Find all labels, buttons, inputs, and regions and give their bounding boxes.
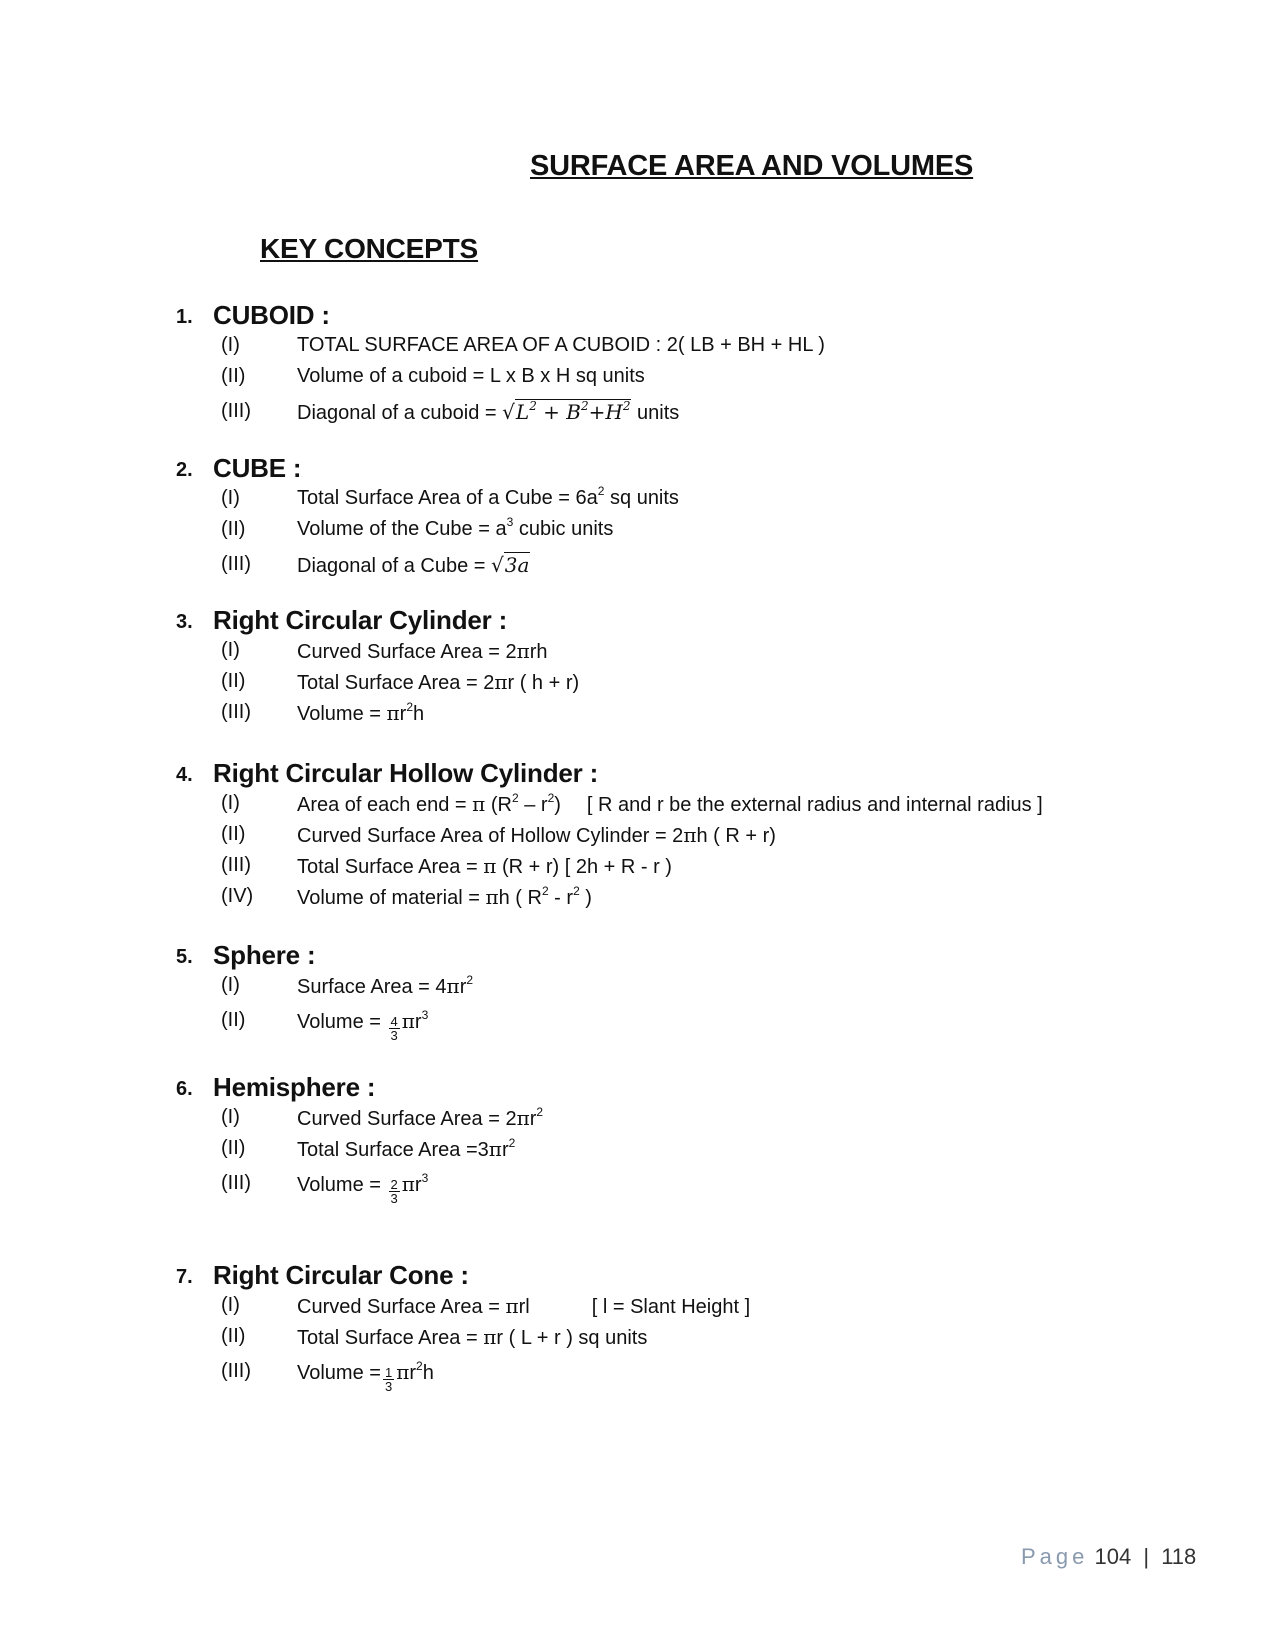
formula-segment: Curved Surface Area = 2	[297, 1108, 517, 1130]
formula-item	[0, 974, 1275, 1005]
exponent: 3	[421, 1008, 429, 1022]
exponent: 2	[508, 1136, 516, 1150]
exponent: 2	[406, 700, 414, 714]
formula-item	[0, 792, 1275, 823]
item-numeral: (I)	[221, 1294, 240, 1316]
formula-segment: )	[579, 887, 592, 909]
formula-text	[297, 365, 645, 388]
section-heading	[0, 1260, 1275, 1294]
page-separator: |	[1143, 1544, 1150, 1569]
pi-symbol: π	[401, 1009, 415, 1033]
section-title: CUBOID :	[213, 300, 330, 330]
section-title: Sphere :	[213, 940, 316, 970]
math-segment: + B	[536, 400, 581, 424]
formula-segment: Total Surface Area = 2	[297, 672, 495, 694]
formula-segment: TOTAL SURFACE AREA OF A CUBOID : 2( LB + BH + HL )	[297, 334, 825, 356]
item-numeral: (II)	[221, 1137, 246, 1159]
pi-symbol: π	[446, 974, 460, 998]
page-total: 118	[1161, 1544, 1197, 1569]
formula-segment: h	[422, 1362, 434, 1384]
formula-text	[297, 1137, 515, 1162]
exponent: 3	[506, 515, 514, 529]
pi-symbol: π	[683, 823, 697, 847]
formula-segment: Curved Surface Area = 2	[297, 641, 517, 663]
formula-item	[0, 854, 1275, 885]
formula-segment: units	[631, 402, 680, 424]
item-numeral: (IV)	[221, 885, 254, 907]
formula-item	[0, 396, 1275, 432]
concept-section	[0, 300, 1275, 432]
page-current: 104	[1094, 1544, 1132, 1569]
pi-symbol: π	[396, 1360, 410, 1384]
formula-segment: - r	[548, 887, 574, 909]
pi-symbol: π	[516, 1106, 530, 1130]
section-title: Right Circular Cone :	[213, 1260, 469, 1290]
item-numeral: (II)	[221, 1009, 246, 1031]
formula-item	[0, 639, 1275, 670]
concept-section	[0, 1072, 1275, 1204]
formula-item	[0, 1106, 1275, 1137]
exponent: 2	[622, 399, 631, 413]
formula-segment: rh	[529, 641, 548, 663]
formula-segment: Total Surface Area of a Cube = 6a	[297, 487, 598, 509]
formula-segment: r	[529, 1108, 537, 1130]
formula-item	[0, 334, 1275, 365]
pi-symbol: π	[401, 1172, 415, 1196]
item-numeral: (II)	[221, 670, 246, 692]
formula-segment: Volume =	[297, 703, 387, 725]
formula-text	[297, 1009, 428, 1042]
formula-segment: r	[501, 1139, 509, 1161]
formula-segment: Volume =	[297, 1174, 387, 1196]
formula-item	[0, 1356, 1275, 1392]
formula-segment: Volume of material =	[297, 887, 486, 909]
section-number: 3.	[176, 611, 193, 633]
formula-text	[297, 515, 614, 541]
formula-segment: r	[459, 976, 467, 998]
fraction-denominator: 3	[384, 1379, 393, 1394]
concept-section	[0, 605, 1275, 732]
formula-text	[297, 823, 776, 848]
square-root	[502, 399, 631, 424]
section-title: CUBE :	[213, 453, 302, 483]
formula-segment: Total Surface Area =	[297, 1327, 484, 1349]
item-numeral: (III)	[221, 1172, 251, 1194]
section-title: Right Circular Hollow Cylinder :	[213, 758, 599, 788]
section-heading	[0, 300, 1275, 334]
formula-segment: h ( R + r)	[696, 825, 776, 847]
pi-symbol: π	[483, 854, 497, 878]
math-segment: 3a	[504, 553, 530, 577]
formula-segment: Volume =	[297, 1362, 381, 1384]
page-label: Page	[1021, 1544, 1089, 1569]
item-numeral: (I)	[221, 639, 240, 661]
section-number: 7.	[176, 1266, 193, 1288]
formula-item	[0, 1294, 1275, 1325]
formula-segment: (R + r) [ 2h + R - r )	[496, 856, 672, 878]
section-heading	[0, 605, 1275, 639]
exponent: 2	[581, 399, 589, 413]
radicand	[504, 552, 531, 577]
formula-segment: r	[414, 1174, 422, 1196]
page-footer	[1021, 1544, 1196, 1570]
formula-segment: Diagonal of a cuboid =	[297, 402, 503, 424]
pi-symbol: π	[488, 1137, 502, 1161]
formula-segment: r	[409, 1362, 417, 1384]
pi-symbol: π	[505, 1294, 519, 1318]
formula-segment: Volume of a cuboid = L x B x H sq units	[297, 365, 645, 387]
item-numeral: (I)	[221, 487, 240, 509]
formula-segment: r	[399, 703, 407, 725]
fraction-numerator: 4	[390, 1014, 398, 1029]
section-heading	[0, 1072, 1275, 1106]
section-number: 4.	[176, 764, 193, 786]
exponent: 2	[466, 973, 474, 987]
formula-text	[297, 639, 548, 664]
formula-text	[297, 701, 424, 726]
formula-segment: (R	[485, 794, 512, 816]
item-numeral: (I)	[221, 334, 240, 356]
formula-text	[297, 792, 1043, 817]
radical-sign-icon: √	[502, 400, 515, 424]
section-number: 6.	[176, 1078, 193, 1100]
formula-segment: Curved Surface Area of Hollow Cylinder = 2	[297, 825, 684, 847]
exponent: 2	[541, 884, 549, 898]
formula-segment: Volume =	[297, 1011, 387, 1033]
exponent: 2	[529, 399, 537, 413]
radicand	[515, 399, 632, 424]
fraction-denominator: 3	[390, 1028, 398, 1043]
concept-section	[0, 940, 1275, 1041]
item-numeral: (II)	[221, 518, 246, 540]
page-title: SURFACE AREA AND VOLUMES	[530, 150, 974, 182]
formula-text	[297, 670, 579, 695]
formula-segment: – r	[518, 794, 548, 816]
exponent: 2	[573, 884, 580, 898]
concept-section	[0, 758, 1275, 916]
exponent: 2	[416, 1359, 423, 1373]
formula-item	[0, 1005, 1275, 1041]
section-heading	[0, 940, 1275, 974]
formula-note: [ R and r be the external radius and internal radius ]	[586, 794, 1043, 816]
pi-symbol: π	[483, 1325, 497, 1349]
fraction	[389, 1178, 400, 1205]
section-number: 2.	[176, 459, 193, 481]
item-numeral: (III)	[221, 1360, 251, 1382]
formula-segment: Total Surface Area =	[297, 856, 484, 878]
formula-segment: )	[554, 794, 561, 816]
formula-text	[297, 1325, 647, 1350]
pi-symbol: π	[386, 701, 400, 725]
section-heading	[0, 453, 1275, 487]
concept-section	[0, 1260, 1275, 1392]
formula-item	[0, 549, 1275, 585]
formula-segment: Total Surface Area =3	[297, 1139, 489, 1161]
formula-text	[297, 974, 473, 999]
item-numeral: (I)	[221, 1106, 240, 1128]
formula-item	[0, 1168, 1275, 1204]
item-numeral: (III)	[221, 553, 251, 575]
item-numeral: (I)	[221, 792, 240, 814]
formula-text	[297, 885, 592, 910]
section-title: Right Circular Cylinder :	[213, 605, 508, 635]
square-root	[491, 552, 530, 577]
math-segment: L	[515, 400, 530, 424]
fraction-numerator: 1	[384, 1365, 393, 1380]
formula-note: [ l = Slant Height ]	[591, 1296, 751, 1318]
formula-segment: h	[413, 703, 425, 725]
item-numeral: (III)	[221, 400, 251, 422]
formula-segment: h ( R	[498, 887, 542, 909]
fraction-numerator: 2	[390, 1177, 398, 1192]
fraction-denominator: 3	[390, 1191, 398, 1206]
item-numeral: (II)	[221, 1325, 246, 1347]
formula-item	[0, 1325, 1275, 1356]
section-number: 1.	[176, 306, 193, 328]
exponent: 2	[597, 484, 605, 498]
formula-text	[297, 1106, 543, 1131]
fraction	[389, 1015, 400, 1042]
formula-segment: Surface Area = 4	[297, 976, 447, 998]
formula-segment: Curved Surface Area =	[297, 1296, 506, 1318]
formula-segment: r ( h + r)	[507, 672, 580, 694]
formula-segment: rl	[518, 1296, 530, 1318]
pi-symbol: π	[516, 639, 530, 663]
fraction	[383, 1366, 394, 1393]
pi-symbol: π	[472, 792, 486, 816]
radical-sign-icon: √	[491, 553, 504, 577]
formula-item	[0, 670, 1275, 701]
formula-item	[0, 515, 1275, 549]
formula-segment: r ( L + r ) sq units	[496, 1327, 648, 1349]
item-numeral: (II)	[221, 823, 246, 845]
formula-segment: sq units	[604, 487, 679, 509]
exponent: 3	[421, 1171, 429, 1185]
formula-text	[297, 854, 672, 879]
pi-symbol: π	[485, 885, 499, 909]
page-subtitle: KEY CONCEPTS	[260, 233, 479, 264]
exponent: 2	[536, 1105, 544, 1119]
formula-segment: Volume of the Cube = a	[297, 518, 507, 540]
section-number: 5.	[176, 946, 193, 968]
formula-text	[297, 1172, 428, 1205]
concept-section	[0, 453, 1275, 585]
item-numeral: (I)	[221, 974, 240, 996]
formula-segment: Diagonal of a Cube =	[297, 555, 492, 577]
formula-text	[297, 334, 825, 357]
formula-text	[297, 1294, 750, 1319]
item-numeral: (II)	[221, 365, 246, 387]
formula-item	[0, 484, 1275, 518]
formula-segment: cubic units	[513, 518, 614, 540]
formula-text	[297, 484, 679, 510]
formula-item	[0, 701, 1275, 732]
math-segment: +H	[588, 400, 623, 424]
exponent: 2	[547, 791, 555, 805]
formula-text	[297, 400, 679, 425]
formula-item	[0, 823, 1275, 854]
formula-text	[297, 1360, 434, 1393]
formula-item	[0, 885, 1275, 916]
pi-symbol: π	[494, 670, 508, 694]
section-heading	[0, 758, 1275, 792]
formula-item	[0, 1137, 1275, 1168]
formula-text	[297, 553, 530, 578]
exponent: 2	[511, 791, 519, 805]
formula-segment: r	[414, 1011, 422, 1033]
item-numeral: (III)	[221, 701, 251, 723]
formula-item	[0, 365, 1275, 396]
item-numeral: (III)	[221, 854, 251, 876]
section-title: Hemisphere :	[213, 1072, 376, 1102]
formula-segment: Area of each end =	[297, 794, 473, 816]
